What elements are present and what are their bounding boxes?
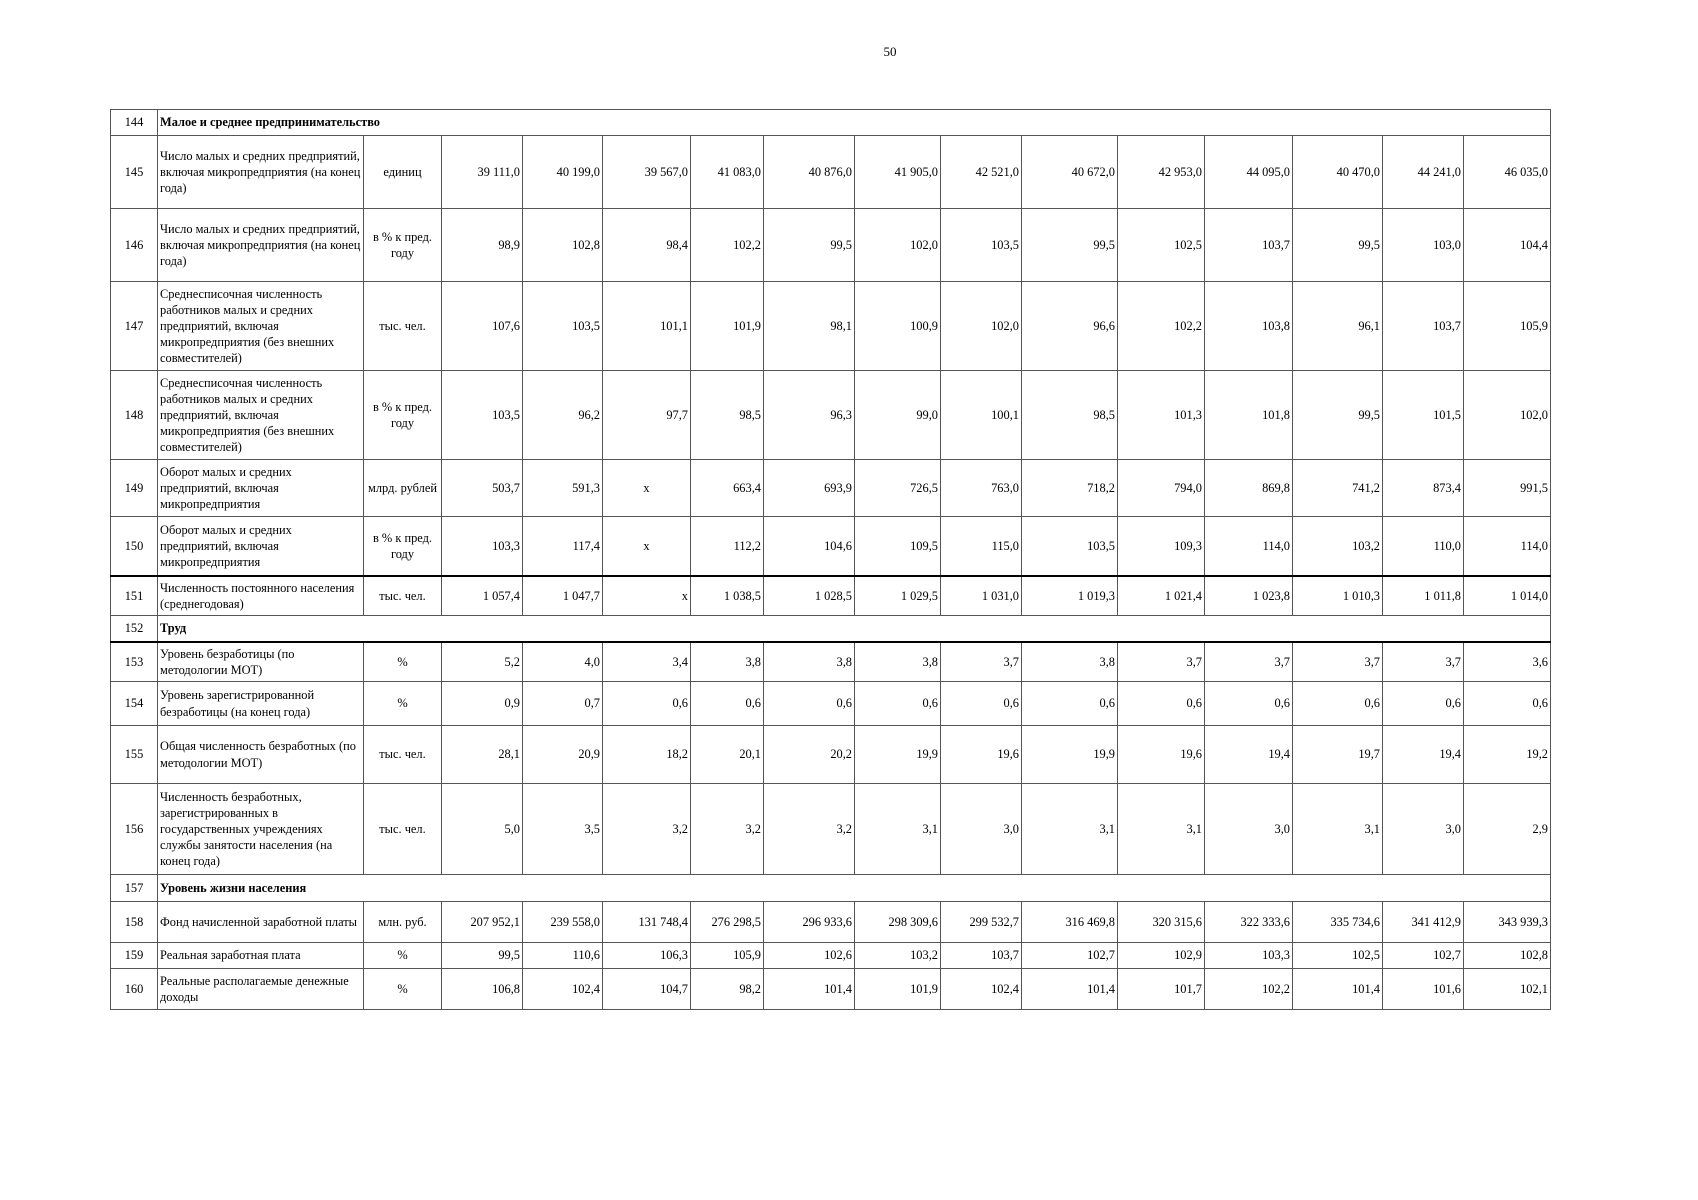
- value-cell: 3,2: [603, 784, 691, 875]
- table-row: [111, 902, 1551, 943]
- table-row: [111, 682, 1551, 726]
- value-cell: 741,2: [1293, 460, 1383, 517]
- value-cell: 3,8: [764, 642, 855, 682]
- table-row: [111, 576, 1551, 616]
- indicator-label: Оборот малых и средних предприятий, включая микропредприятия: [158, 460, 364, 517]
- value-cell: 239 558,0: [523, 902, 603, 943]
- value-cell: 103,2: [855, 943, 941, 969]
- value-cell: 102,2: [1118, 282, 1205, 371]
- value-cell: 19,4: [1205, 726, 1293, 784]
- value-cell: 109,5: [855, 517, 941, 576]
- value-cell: 19,4: [1383, 726, 1464, 784]
- row-number: 149: [111, 460, 158, 517]
- value-cell: 131 748,4: [603, 902, 691, 943]
- value-cell: 40 876,0: [764, 136, 855, 209]
- value-cell: 117,4: [523, 517, 603, 576]
- value-cell: 96,2: [523, 371, 603, 460]
- value-cell: 3,2: [764, 784, 855, 875]
- value-cell: 1 014,0: [1464, 576, 1551, 616]
- unit-cell: тыс. чел.: [364, 726, 442, 784]
- row-number: 160: [111, 969, 158, 1010]
- value-cell: 102,0: [1464, 371, 1551, 460]
- value-cell: 101,4: [764, 969, 855, 1010]
- value-cell: 104,6: [764, 517, 855, 576]
- value-cell: 104,4: [1464, 209, 1551, 282]
- value-cell: 19,6: [1118, 726, 1205, 784]
- value-cell: 101,4: [1022, 969, 1118, 1010]
- row-number: 152: [111, 616, 158, 642]
- value-cell: 19,7: [1293, 726, 1383, 784]
- row-number: 158: [111, 902, 158, 943]
- value-cell: 18,2: [603, 726, 691, 784]
- value-cell: 0,6: [1383, 682, 1464, 726]
- value-cell: 1 019,3: [1022, 576, 1118, 616]
- indicator-label: Общая численность безработных (по методологии МОТ): [158, 726, 364, 784]
- value-cell: 2,9: [1464, 784, 1551, 875]
- value-cell: 102,4: [941, 969, 1022, 1010]
- table-row: [111, 517, 1551, 576]
- value-cell: 102,9: [1118, 943, 1205, 969]
- unit-cell: в % к пред. году: [364, 209, 442, 282]
- value-cell: 101,4: [1293, 969, 1383, 1010]
- value-cell: 991,5: [1464, 460, 1551, 517]
- value-cell: 322 333,6: [1205, 902, 1293, 943]
- table-row: [111, 209, 1551, 282]
- value-cell: 100,1: [941, 371, 1022, 460]
- value-cell: 3,6: [1464, 642, 1551, 682]
- value-cell: 3,0: [1383, 784, 1464, 875]
- value-cell: 591,3: [523, 460, 603, 517]
- indicators-table: [110, 109, 1551, 1010]
- value-cell: 102,4: [523, 969, 603, 1010]
- value-cell: 763,0: [941, 460, 1022, 517]
- unit-cell: тыс. чел.: [364, 784, 442, 875]
- value-cell: x: [603, 576, 691, 616]
- value-cell: 98,1: [764, 282, 855, 371]
- value-cell: 98,5: [1022, 371, 1118, 460]
- value-cell: 101,1: [603, 282, 691, 371]
- value-cell: 3,0: [1205, 784, 1293, 875]
- value-cell: 102,1: [1464, 969, 1551, 1010]
- value-cell: 1 021,4: [1118, 576, 1205, 616]
- value-cell: 46 035,0: [1464, 136, 1551, 209]
- indicator-label: Уровень безработицы (по методологии МОТ): [158, 642, 364, 682]
- value-cell: 115,0: [941, 517, 1022, 576]
- value-cell: 0,6: [1293, 682, 1383, 726]
- value-cell: 102,7: [1383, 943, 1464, 969]
- value-cell: 869,8: [1205, 460, 1293, 517]
- value-cell: 103,5: [523, 282, 603, 371]
- value-cell: 19,9: [855, 726, 941, 784]
- value-cell: 19,2: [1464, 726, 1551, 784]
- value-cell: 105,9: [691, 943, 764, 969]
- value-cell: 0,6: [1022, 682, 1118, 726]
- indicator-label: Число малых и средних предприятий, включая микропредприятия (на конец года): [158, 136, 364, 209]
- table-row: [111, 969, 1551, 1010]
- value-cell: 663,4: [691, 460, 764, 517]
- value-cell: 1 023,8: [1205, 576, 1293, 616]
- row-number: 159: [111, 943, 158, 969]
- page-number: 50: [883, 44, 897, 59]
- value-cell: 102,2: [691, 209, 764, 282]
- value-cell: 102,0: [941, 282, 1022, 371]
- indicator-label: Численность постоянного населения (среднегодовая): [158, 576, 364, 616]
- value-cell: 0,6: [855, 682, 941, 726]
- value-cell: 20,1: [691, 726, 764, 784]
- indicator-label: Реальная заработная плата: [158, 943, 364, 969]
- value-cell: 3,1: [1118, 784, 1205, 875]
- value-cell: 104,7: [603, 969, 691, 1010]
- value-cell: 0,9: [442, 682, 523, 726]
- value-cell: 3,7: [1293, 642, 1383, 682]
- unit-cell: в % к пред. году: [364, 371, 442, 460]
- unit-cell: млрд. рублей: [364, 460, 442, 517]
- value-cell: 873,4: [1383, 460, 1464, 517]
- value-cell: 112,2: [691, 517, 764, 576]
- unit-cell: в % к пред. году: [364, 517, 442, 576]
- value-cell: 0,6: [1118, 682, 1205, 726]
- value-cell: 316 469,8: [1022, 902, 1118, 943]
- row-number: 153: [111, 642, 158, 682]
- value-cell: 299 532,7: [941, 902, 1022, 943]
- value-cell: 101,7: [1118, 969, 1205, 1010]
- value-cell: 20,9: [523, 726, 603, 784]
- value-cell: 0,7: [523, 682, 603, 726]
- value-cell: 5,0: [442, 784, 523, 875]
- table-row: [111, 943, 1551, 969]
- value-cell: 276 298,5: [691, 902, 764, 943]
- value-cell: 0,6: [1464, 682, 1551, 726]
- value-cell: 3,7: [1205, 642, 1293, 682]
- value-cell: 19,6: [941, 726, 1022, 784]
- value-cell: 1 057,4: [442, 576, 523, 616]
- value-cell: 101,8: [1205, 371, 1293, 460]
- value-cell: 341 412,9: [1383, 902, 1464, 943]
- value-cell: 103,2: [1293, 517, 1383, 576]
- row-number: 147: [111, 282, 158, 371]
- row-number: 157: [111, 875, 158, 902]
- value-cell: 1 028,5: [764, 576, 855, 616]
- row-number: 154: [111, 682, 158, 726]
- section-title: Малое и среднее предпринимательство: [158, 110, 1551, 136]
- value-cell: 3,4: [603, 642, 691, 682]
- value-cell: 110,6: [523, 943, 603, 969]
- value-cell: 99,5: [1293, 209, 1383, 282]
- value-cell: 102,2: [1205, 969, 1293, 1010]
- table-row: [111, 460, 1551, 517]
- value-cell: 99,5: [764, 209, 855, 282]
- unit-cell: %: [364, 969, 442, 1010]
- value-cell: 0,6: [603, 682, 691, 726]
- value-cell: 103,7: [941, 943, 1022, 969]
- value-cell: 103,8: [1205, 282, 1293, 371]
- value-cell: 103,3: [442, 517, 523, 576]
- section-row: [111, 875, 1551, 902]
- value-cell: 101,5: [1383, 371, 1464, 460]
- value-cell: 693,9: [764, 460, 855, 517]
- value-cell: 0,6: [941, 682, 1022, 726]
- value-cell: 44 095,0: [1205, 136, 1293, 209]
- section-title: Труд: [158, 616, 1551, 642]
- value-cell: 41 083,0: [691, 136, 764, 209]
- value-cell: 44 241,0: [1383, 136, 1464, 209]
- table-row: [111, 136, 1551, 209]
- value-cell: 1 010,3: [1293, 576, 1383, 616]
- indicator-label: Среднесписочная численность работников малых и средних предприятий, включая микропредприятия (без внешних совместителей): [158, 282, 364, 371]
- value-cell: 40 199,0: [523, 136, 603, 209]
- value-cell: 107,6: [442, 282, 523, 371]
- value-cell: 3,1: [1022, 784, 1118, 875]
- indicator-label: Число малых и средних предприятий, включая микропредприятия (на конец года): [158, 209, 364, 282]
- value-cell: 1 047,7: [523, 576, 603, 616]
- value-cell: 101,6: [1383, 969, 1464, 1010]
- row-number: 155: [111, 726, 158, 784]
- value-cell: 110,0: [1383, 517, 1464, 576]
- value-cell: 97,7: [603, 371, 691, 460]
- value-cell: 296 933,6: [764, 902, 855, 943]
- value-cell: 102,6: [764, 943, 855, 969]
- indicator-label: Реальные располагаемые денежные доходы: [158, 969, 364, 1010]
- row-number: 145: [111, 136, 158, 209]
- unit-cell: %: [364, 682, 442, 726]
- value-cell: 42 953,0: [1118, 136, 1205, 209]
- value-cell: 20,2: [764, 726, 855, 784]
- value-cell: 3,7: [1383, 642, 1464, 682]
- indicator-label: Уровень зарегистрированной безработицы (на конец года): [158, 682, 364, 726]
- section-row: [111, 616, 1551, 642]
- value-cell: 3,5: [523, 784, 603, 875]
- value-cell: 39 111,0: [442, 136, 523, 209]
- table-row: [111, 784, 1551, 875]
- table-body: [111, 110, 1551, 1010]
- table-row: [111, 371, 1551, 460]
- value-cell: 102,7: [1022, 943, 1118, 969]
- value-cell: 98,4: [603, 209, 691, 282]
- value-cell: 42 521,0: [941, 136, 1022, 209]
- value-cell: 102,5: [1293, 943, 1383, 969]
- indicator-label: Численность безработных, зарегистрированных в государственных учреждениях службы занятости населения (на конец года): [158, 784, 364, 875]
- row-number: 148: [111, 371, 158, 460]
- value-cell: 41 905,0: [855, 136, 941, 209]
- value-cell: 28,1: [442, 726, 523, 784]
- row-number: 156: [111, 784, 158, 875]
- value-cell: 3,7: [1118, 642, 1205, 682]
- value-cell: 98,9: [442, 209, 523, 282]
- row-number: 144: [111, 110, 158, 136]
- value-cell: 99,0: [855, 371, 941, 460]
- value-cell: 103,5: [442, 371, 523, 460]
- value-cell: 3,0: [941, 784, 1022, 875]
- value-cell: 98,2: [691, 969, 764, 1010]
- value-cell: 98,5: [691, 371, 764, 460]
- unit-cell: %: [364, 943, 442, 969]
- value-cell: 103,7: [1205, 209, 1293, 282]
- value-cell: 5,2: [442, 642, 523, 682]
- value-cell: 114,0: [1205, 517, 1293, 576]
- value-cell: 40 470,0: [1293, 136, 1383, 209]
- value-cell: 3,7: [941, 642, 1022, 682]
- value-cell: 109,3: [1118, 517, 1205, 576]
- value-cell: 3,8: [1022, 642, 1118, 682]
- unit-cell: тыс. чел.: [364, 282, 442, 371]
- value-cell: 1 029,5: [855, 576, 941, 616]
- value-cell: 1 038,5: [691, 576, 764, 616]
- unit-cell: тыс. чел.: [364, 576, 442, 616]
- value-cell: 100,9: [855, 282, 941, 371]
- row-number: 151: [111, 576, 158, 616]
- value-cell: 4,0: [523, 642, 603, 682]
- indicator-label: Среднесписочная численность работников малых и средних предприятий, включая микропредприятия (без внешних совместителей): [158, 371, 364, 460]
- value-cell: 106,8: [442, 969, 523, 1010]
- value-cell: 40 672,0: [1022, 136, 1118, 209]
- value-cell: x: [603, 460, 691, 517]
- value-cell: 101,3: [1118, 371, 1205, 460]
- value-cell: 102,5: [1118, 209, 1205, 282]
- value-cell: 3,2: [691, 784, 764, 875]
- value-cell: 103,0: [1383, 209, 1464, 282]
- value-cell: 96,3: [764, 371, 855, 460]
- unit-cell: млн. руб.: [364, 902, 442, 943]
- value-cell: 105,9: [1464, 282, 1551, 371]
- value-cell: 103,3: [1205, 943, 1293, 969]
- value-cell: 3,8: [855, 642, 941, 682]
- value-cell: 99,5: [1022, 209, 1118, 282]
- value-cell: 99,5: [1293, 371, 1383, 460]
- value-cell: 99,5: [442, 943, 523, 969]
- value-cell: 0,6: [1205, 682, 1293, 726]
- row-number: 150: [111, 517, 158, 576]
- value-cell: 106,3: [603, 943, 691, 969]
- value-cell: 3,1: [1293, 784, 1383, 875]
- value-cell: 101,9: [691, 282, 764, 371]
- value-cell: 3,8: [691, 642, 764, 682]
- value-cell: 0,6: [691, 682, 764, 726]
- table-row: [111, 642, 1551, 682]
- value-cell: 298 309,6: [855, 902, 941, 943]
- unit-cell: %: [364, 642, 442, 682]
- value-cell: 0,6: [764, 682, 855, 726]
- indicator-label: Оборот малых и средних предприятий, включая микропредприятия: [158, 517, 364, 576]
- value-cell: 320 315,6: [1118, 902, 1205, 943]
- value-cell: 718,2: [1022, 460, 1118, 517]
- value-cell: 3,1: [855, 784, 941, 875]
- indicator-label: Фонд начисленной заработной платы: [158, 902, 364, 943]
- value-cell: 207 952,1: [442, 902, 523, 943]
- value-cell: 335 734,6: [1293, 902, 1383, 943]
- value-cell: 103,7: [1383, 282, 1464, 371]
- value-cell: 503,7: [442, 460, 523, 517]
- value-cell: 101,9: [855, 969, 941, 1010]
- value-cell: x: [603, 517, 691, 576]
- row-number: 146: [111, 209, 158, 282]
- value-cell: 19,9: [1022, 726, 1118, 784]
- value-cell: 102,8: [523, 209, 603, 282]
- table-row: [111, 726, 1551, 784]
- value-cell: 102,0: [855, 209, 941, 282]
- value-cell: 96,6: [1022, 282, 1118, 371]
- value-cell: 794,0: [1118, 460, 1205, 517]
- table-row: [111, 282, 1551, 371]
- value-cell: 103,5: [941, 209, 1022, 282]
- value-cell: 343 939,3: [1464, 902, 1551, 943]
- value-cell: 1 031,0: [941, 576, 1022, 616]
- unit-cell: единиц: [364, 136, 442, 209]
- value-cell: 114,0: [1464, 517, 1551, 576]
- value-cell: 726,5: [855, 460, 941, 517]
- section-row: [111, 110, 1551, 136]
- value-cell: 1 011,8: [1383, 576, 1464, 616]
- value-cell: 102,8: [1464, 943, 1551, 969]
- section-title: Уровень жизни населения: [158, 875, 1551, 902]
- value-cell: 96,1: [1293, 282, 1383, 371]
- value-cell: 103,5: [1022, 517, 1118, 576]
- value-cell: 39 567,0: [603, 136, 691, 209]
